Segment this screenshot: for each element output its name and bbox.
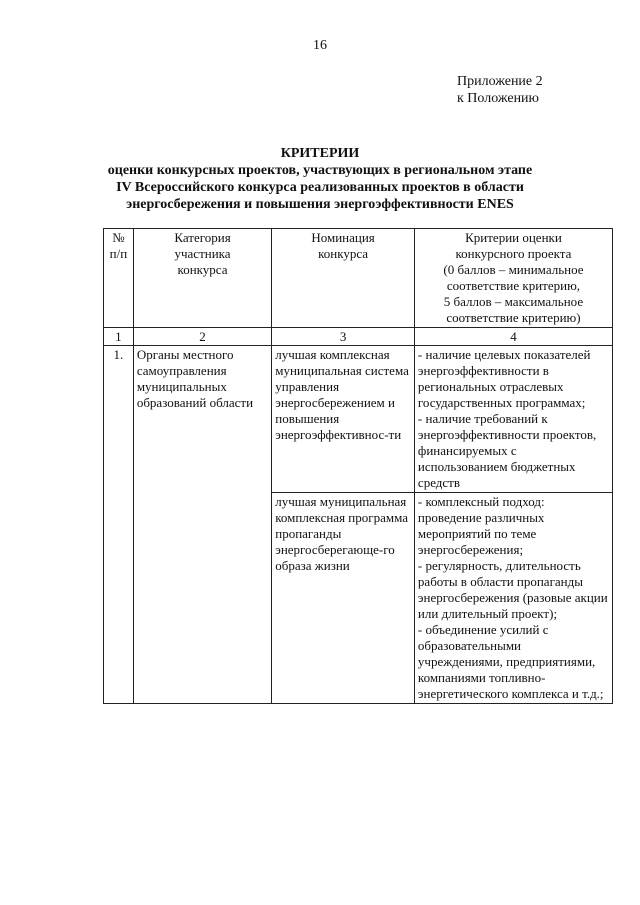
title-line-2: IV Всероссийского конкурса реализованных проектов в области bbox=[116, 180, 524, 195]
document-title bbox=[0, 145, 640, 213]
title-heading: КРИТЕРИИ bbox=[280, 146, 360, 161]
criteria-item: - комплексный подход: проведение различных мероприятий по теме энергосбережения; bbox=[417, 494, 545, 557]
nomination-cell: лучшая муниципальная комплексная программа пропаганды энергосберегающе-го образа жизни bbox=[272, 493, 415, 704]
header-nomination: Номинация конкурса bbox=[272, 229, 415, 328]
column-number-row bbox=[104, 328, 613, 346]
criteria-item: - наличие требований к энергоэффективности проектов, финансируемых с использованием бюджетных средств bbox=[417, 411, 597, 490]
column-number: 4 bbox=[414, 328, 612, 346]
header-category: Категория участника конкурса bbox=[133, 229, 271, 328]
header-number: № п/п bbox=[104, 229, 134, 328]
criteria-table bbox=[103, 228, 613, 704]
criteria-cell bbox=[414, 493, 612, 704]
appendix-line-1: Приложение 2 bbox=[457, 74, 543, 89]
column-number: 1 bbox=[104, 328, 134, 346]
table-header-row bbox=[104, 229, 613, 328]
participant-category: Органы местного самоуправления муниципальных образований области bbox=[133, 346, 271, 704]
title-line-1: оценки конкурсных проектов, участвующих в региональном этапе bbox=[107, 163, 533, 178]
appendix-line-2: к Положению bbox=[457, 91, 540, 106]
row-number: 1. bbox=[104, 346, 134, 704]
title-line-3: энергосбережения и повышения энергоэффективности ENES bbox=[126, 197, 514, 212]
header-criteria: Критерии оценки конкурсного проекта (0 баллов – минимальное соответствие критерию, 5 баллов – максимальное соответствие критерию) bbox=[414, 229, 612, 328]
appendix-note bbox=[457, 73, 543, 107]
criteria-item: - наличие целевых показателей энергоэффективности в региональных отраслевых государственных программах; bbox=[417, 347, 591, 410]
page-number: 16 bbox=[313, 38, 327, 53]
table-row bbox=[104, 346, 613, 493]
criteria-item: - регулярность, длительность работы в области пропаганды энергосбережения (разовые акции или длительный проект); bbox=[417, 558, 608, 621]
criteria-cell bbox=[414, 346, 612, 493]
column-number: 3 bbox=[272, 328, 415, 346]
column-number: 2 bbox=[133, 328, 271, 346]
nomination-cell: лучшая комплексная муниципальная система управления энергосбережением и повышения энергоэффективнос-ти bbox=[272, 346, 415, 493]
criteria-item: - объединение усилий с образовательными учреждениями, предприятиями, компаниями топливно-энергетического комплекса и т.д.; bbox=[417, 622, 604, 701]
